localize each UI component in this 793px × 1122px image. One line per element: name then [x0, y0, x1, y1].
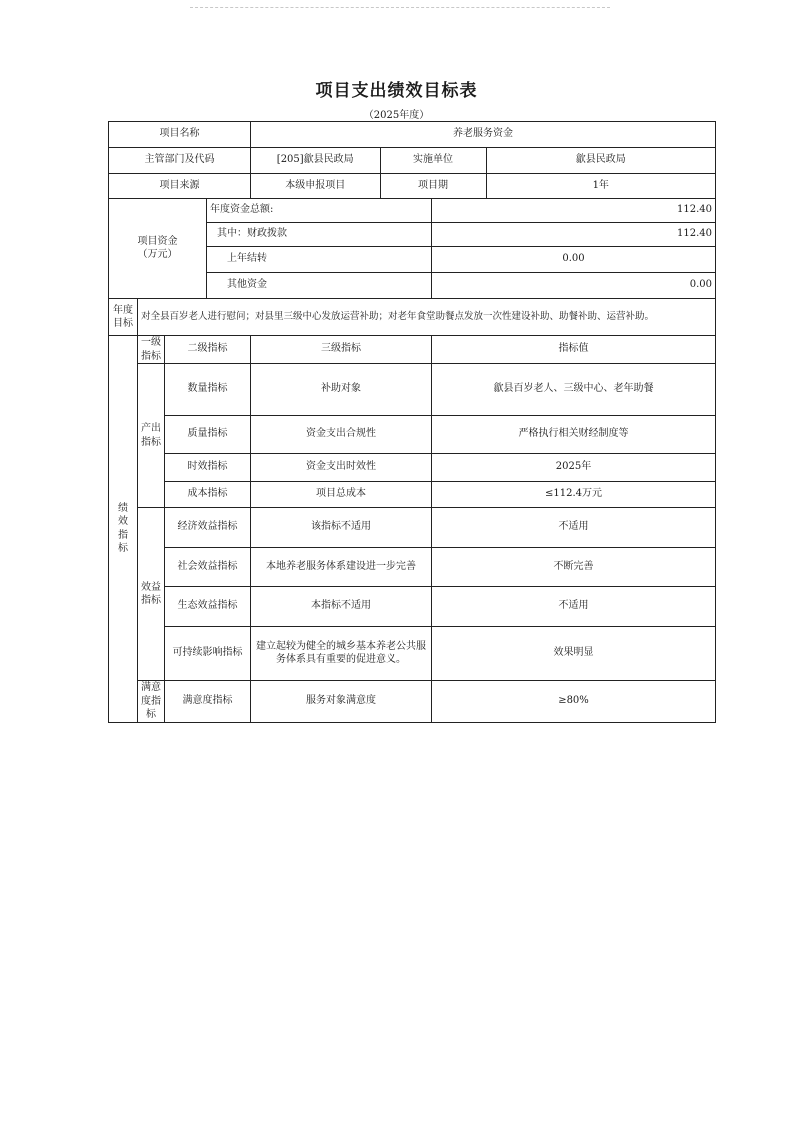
funds-total-value: 112.40 — [432, 199, 716, 223]
indicator-level3: 服务对象满意度 — [251, 681, 432, 723]
indicator-row — [109, 548, 716, 587]
row-department — [109, 148, 716, 174]
indicator-level3: 本地养老服务体系建设进一步完善 — [251, 548, 432, 587]
indicator-value: 严格执行相关财经制度等 — [432, 416, 716, 454]
funds-fiscal-value: 112.40 — [432, 223, 716, 247]
indicator-level2: 社会效益指标 — [165, 548, 251, 587]
row-funds-total — [109, 199, 716, 223]
implementing-unit-value: 歙县民政局 — [575, 154, 626, 166]
indicator-level3: 资金支出时效性 — [251, 454, 432, 482]
row-indicator-header — [109, 336, 716, 364]
annual-goal-text: 对全县百岁老人进行慰问；对县里三级中心发放运营补助；对老年食堂助餐点发放一次性建设补助、助餐补助、运营补助。 — [138, 299, 716, 336]
indicator-level2: 满意度指标 — [165, 681, 251, 723]
header-level2: 二级指标 — [165, 336, 251, 364]
funds-fiscal-label: 其中：财政拨款 — [207, 223, 432, 247]
indicator-level3: 建立起较为健全的城乡基本养老公共服务体系具有重要的促进意义。 — [251, 627, 432, 681]
indicator-level3: 该指标不适用 — [251, 508, 432, 548]
page-title: 项目支出绩效目标表 — [315, 81, 478, 101]
indicator-row — [109, 454, 716, 482]
indicator-value: 歙县百岁老人、三级中心、老年助餐 — [432, 364, 716, 416]
funds-total-label: 年度资金总额: — [207, 199, 432, 223]
indicator-value: 2025年 — [432, 454, 716, 482]
indicator-row — [109, 587, 716, 627]
department-label: 主管部门及代码 — [109, 148, 251, 174]
indicator-value: ≥80% — [432, 681, 716, 723]
header-value: 指标值 — [432, 336, 716, 364]
project-period-label: 项目期 — [380, 174, 486, 198]
funds-carryover-value: 0.00 — [432, 247, 716, 273]
implementing-unit-label: 实施单位 — [380, 148, 486, 173]
project-source-value: 本级申报项目 — [251, 174, 380, 198]
indicator-level3: 资金支出合规性 — [251, 416, 432, 454]
indicator-level3: 本指标不适用 — [251, 587, 432, 627]
performance-indicators-label: 绩 效 指 标 — [109, 336, 138, 723]
row-project-name — [109, 122, 716, 148]
indicator-level2: 时效指标 — [165, 454, 251, 482]
project-name-value: 养老服务资金 — [251, 122, 716, 148]
scan-artifact-line — [190, 7, 610, 8]
indicator-level2: 生态效益指标 — [165, 587, 251, 627]
output-indicators-label: 产出 指标 — [138, 364, 165, 508]
header-level3: 三级指标 — [251, 336, 432, 364]
indicator-value: 不适用 — [432, 508, 716, 548]
indicator-row — [109, 627, 716, 681]
indicator-row — [109, 508, 716, 548]
header-level1: 一级 指标 — [138, 336, 165, 364]
indicator-row — [109, 681, 716, 723]
indicator-row — [109, 482, 716, 508]
project-source-label: 项目来源 — [109, 174, 251, 199]
benefit-indicators-label: 效益 指标 — [138, 508, 165, 681]
funds-other-label: 其他资金 — [207, 273, 432, 299]
department-value: [205]歙县民政局 — [251, 148, 380, 173]
annual-goal-label: 年度 目标 — [109, 299, 138, 336]
indicator-level2: 经济效益指标 — [165, 508, 251, 548]
funds-label: 项目资金 （万元） — [109, 199, 207, 299]
indicator-level2: 可持续影响指标 — [165, 627, 251, 681]
row-project-source — [109, 174, 716, 199]
fiscal-year: （2025年度） — [363, 110, 430, 121]
project-period-value: 1年 — [592, 179, 609, 191]
indicator-value: 不断完善 — [432, 548, 716, 587]
indicator-level2: 质量指标 — [165, 416, 251, 454]
indicator-level3: 补助对象 — [251, 364, 432, 416]
row-annual-goal — [109, 299, 716, 336]
indicator-level3: 项目总成本 — [251, 482, 432, 508]
indicator-value: 不适用 — [432, 587, 716, 627]
indicator-row — [109, 416, 716, 454]
indicator-value: 效果明显 — [432, 627, 716, 681]
satisfaction-indicators-label: 满意 度指 标 — [138, 681, 165, 723]
indicator-level2: 数量指标 — [165, 364, 251, 416]
funds-carryover-label: 上年结转 — [207, 247, 432, 273]
funds-other-value: 0.00 — [432, 273, 716, 299]
performance-target-table — [108, 121, 716, 723]
indicator-level2: 成本指标 — [165, 482, 251, 508]
indicator-value: ≤112.4万元 — [432, 482, 716, 508]
indicator-row — [109, 364, 716, 416]
project-name-label: 项目名称 — [109, 122, 251, 148]
